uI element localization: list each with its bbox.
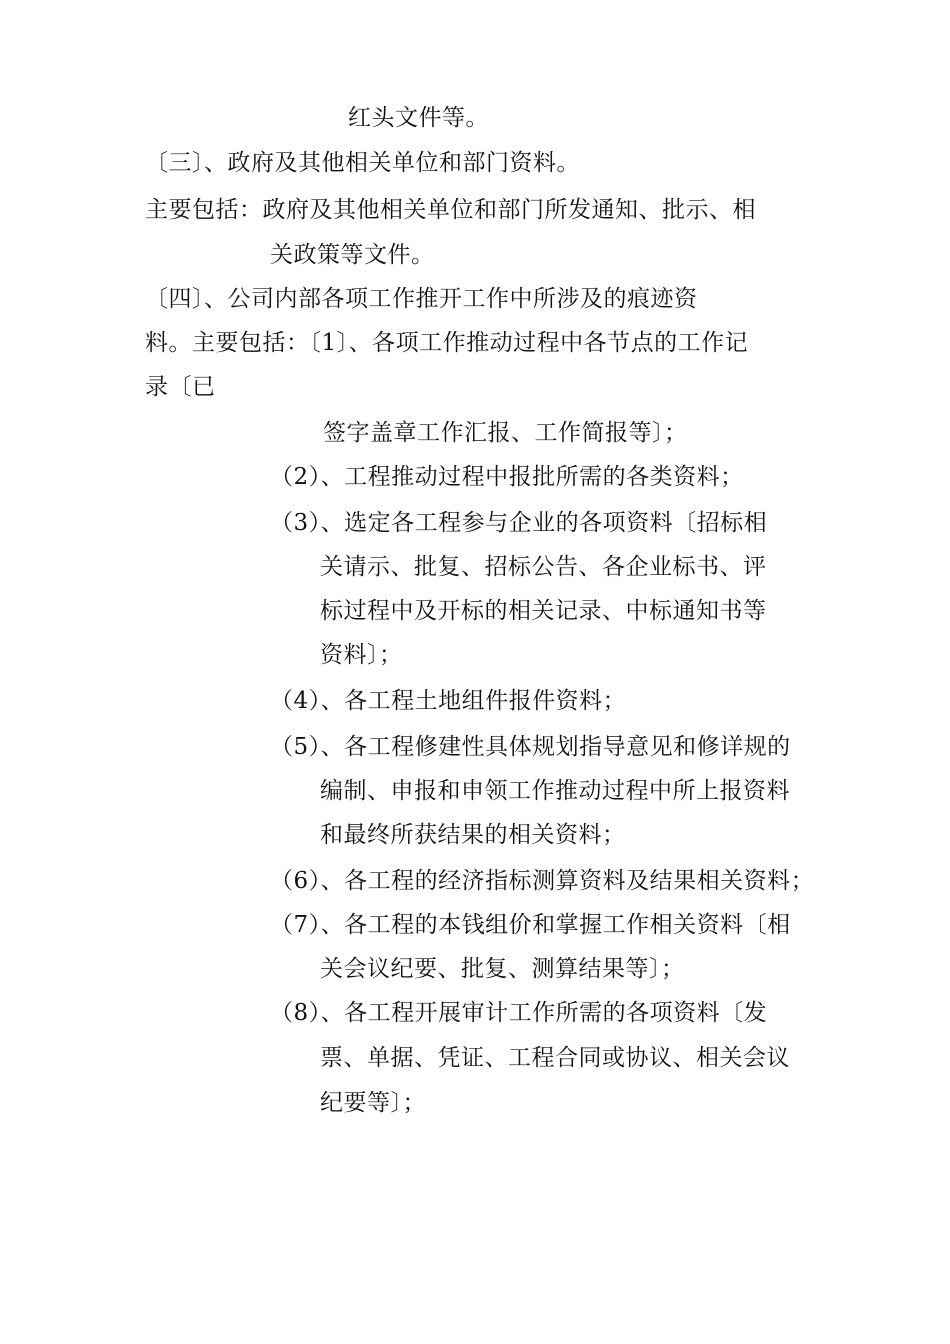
section-heading-3: 〔三〕、政府及其他相关单位和部门资料。	[145, 150, 580, 176]
text-line: 关请示、批复、招标公告、各企业标书、评	[320, 554, 767, 580]
text-line: 编制、申报和申领工作推动过程中所上报资料	[320, 778, 790, 804]
text-line: 料。主要包括：〔1〕、各项工作推动过程中各节点的工作记	[145, 330, 749, 356]
list-item-3: （3）、选定各工程参与企业的各项资料〔招标相	[270, 510, 768, 536]
text-line: 和最终所获结果的相关资料；	[320, 822, 626, 848]
text-line: 票、单据、凭证、工程合同或协议、相关会议	[320, 1045, 790, 1071]
text-line: 录〔已	[145, 374, 216, 400]
text-line: 纪要等〕；	[320, 1090, 426, 1116]
text-line: 关会议纪要、批复、测算结果等〕；	[320, 956, 685, 982]
text-line: 关政策等文件。	[270, 242, 435, 268]
text-line: 标过程中及开标的相关记录、中标通知书等	[320, 598, 767, 624]
text-line: 资料〕；	[320, 642, 403, 668]
list-item-2: （2）、工程推动过程中报批所需的各类资料；	[270, 464, 744, 490]
list-item-8: （8）、各工程开展审计工作所需的各项资料〔发	[270, 1000, 768, 1026]
list-item-5: （5）、各工程修建性具体规划指导意见和修详规的	[270, 734, 791, 760]
list-item-7: （7）、各工程的本钱组价和掌握工作相关资料〔相	[270, 912, 791, 938]
list-item-6: （6）、各工程的经济指标测算资料及结果相关资料；	[270, 868, 815, 894]
text-line: 签字盖章工作汇报、工作简报等〕；	[323, 420, 688, 446]
section-heading-4: 〔四〕、公司内部各项工作推开工作中所涉及的痕迹资	[145, 286, 698, 312]
text-line: 主要包括：政府及其他相关单位和部门所发通知、批示、相	[145, 197, 756, 223]
text-line: 红头文件等。	[348, 105, 489, 131]
list-item-4: （4）、各工程土地组件报件资料；	[270, 688, 627, 714]
